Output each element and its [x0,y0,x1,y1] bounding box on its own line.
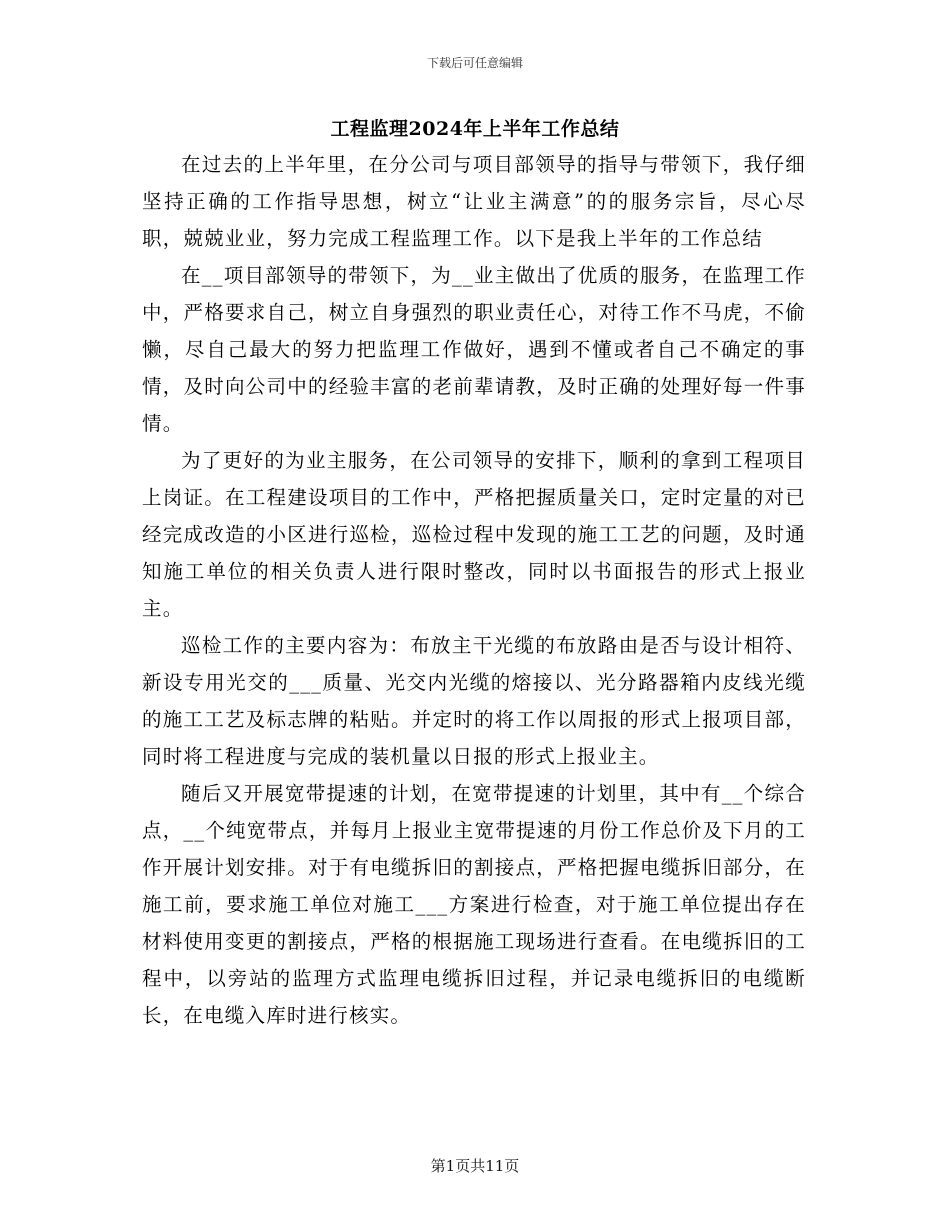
header-note: 下载后可任意编辑 [426,56,523,70]
document-body [142,146,806,1034]
paragraph-intro: 在过去的上半年里，在分公司与项目部领导的指导与带领下，我仔细坚持正确的工作指导思想，树立“让业主满意”的的服务宗旨，尽心尽职，兢兢业业，努力完成工程监理工作。以下是我上半年的工作总结 [142,153,806,250]
paragraph-service: 在__项目部领导的带领下，为__业主做出了优质的服务，在监理工作中，严格要求自己，树立自身强烈的职业责任心，对待工作不马虎，不偷懒，尽自己最大的努力把监理工作做好，遇到不懂或者自己不确定的事情，及时向公司中的经验丰富的老前辈请教，及时正确的处理好每一件事情。 [142,264,806,435]
paragraph-inspection: 为了更好的为业主服务，在公司领导的安排下，顺利的拿到工程项目上岗证。在工程建设项目的工作中，严格把握质量关口，定时定量的对已经完成改造的小区进行巡检，巡检过程中发现的施工工艺的问题，及时通知施工单位的相关负责人进行限时整改，同时以书面报告的形式上报业主。 [142,449,806,620]
paragraph-broadband: 随后又开展宽带提速的计划，在宽带提速的计划里，其中有__个综合点，__个纯宽带点，并每月上报业主宽带提速的月份工作总价及下月的工作开展计划安排。对于有电缆拆旧的割接点，严格把握电缆拆旧部分，在施工前，要求施工单位对施工___方案进行检查，对于施工单位提出存在材料使用变更的割接点，严格的根据施工现场进行查看。在电缆拆旧的工程中，以旁站的监理方式监理电缆拆旧过程，并记录电缆拆旧的电缆断长，在电缆入库时进行核实。 [142,782,806,1027]
page-number: 第1页共11页 [430,1157,520,1175]
paragraph-inspection-content: 巡检工作的主要内容为：布放主干光缆的布放路由是否与设计相符、新设专用光交的___质量、光交内光缆的熔接以、光分路器箱内皮线光缆的施工工艺及标志牌的粘贴。并定时的将工作以周报的形式上报项目部，同时将工程进度与完成的装机量以日报的形式上报业主。 [142,634,806,768]
document-title: 工程监理2024年上半年工作总结 [330,118,620,140]
